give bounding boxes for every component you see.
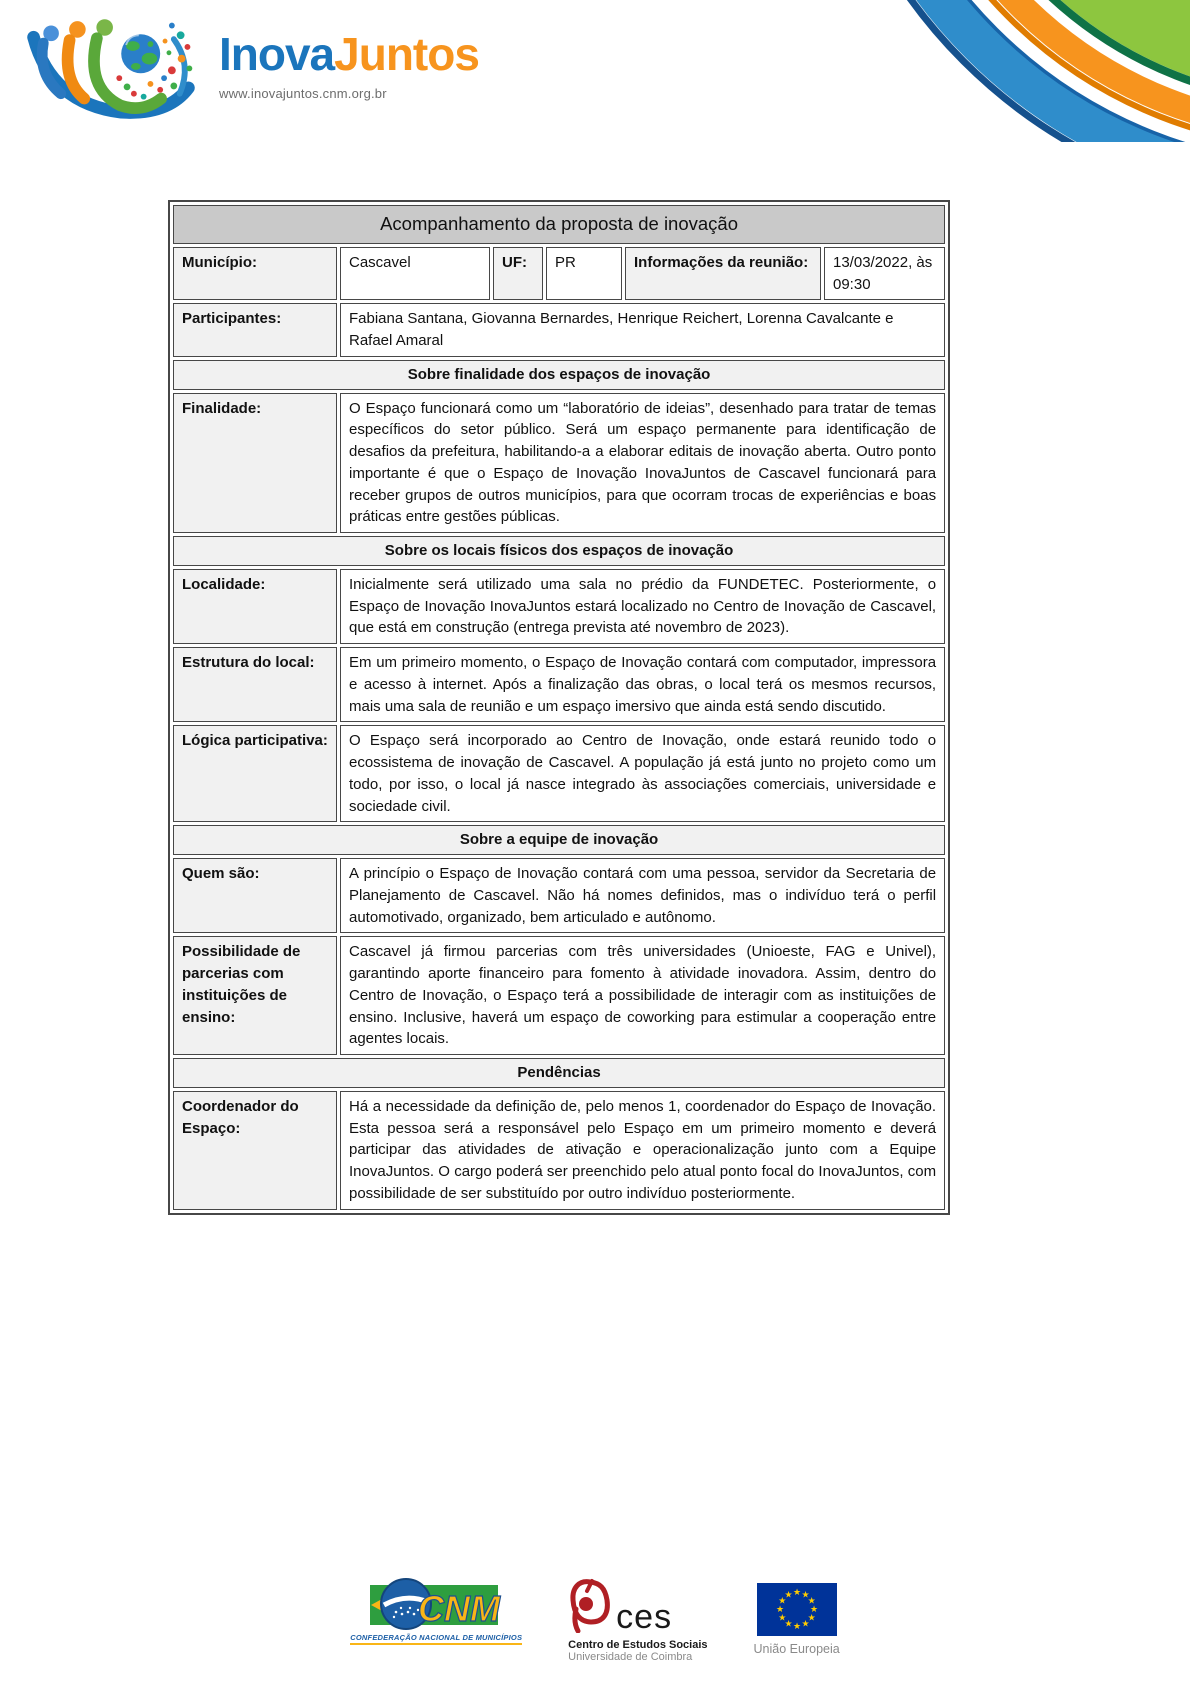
svg-text:★: ★ xyxy=(807,1613,816,1624)
inovajuntos-logo-icon xyxy=(25,8,197,120)
parcerias-label: Possibilidade de parcerias com instituições de ensino: xyxy=(173,936,337,1055)
estrutura-label: Estrutura do local: xyxy=(173,647,337,722)
section-row xyxy=(173,536,945,566)
municipio-value: Cascavel xyxy=(340,247,490,301)
field-row xyxy=(173,569,945,644)
quemsao-value: A princípio o Espaço de Inovação contará com uma pessoa, servidor da Secretaria de Planejamento de Cascavel. Não há nomes definidos, mas o indivíduo terá o perfil automotivado, organizado, bem articulado e autônomo. xyxy=(340,858,945,933)
participantes-row xyxy=(173,303,945,357)
svg-text:CNM: CNM xyxy=(418,1588,501,1629)
uf-value: PR xyxy=(546,247,622,301)
participantes-value: Fabiana Santana, Giovanna Bernardes, Henrique Reichert, Lorenna Cavalcante e Rafael Amaral xyxy=(340,303,945,357)
coordenador-value: Há a necessidade da definição de, pelo menos 1, coordenador do Espaço de Inovação. Esta pessoa será a responsável pelo Espaço em um primeiro momento e deverá participar das atividades de ativação e operacionalização junto com a Equipe InovaJuntos. O cargo poderá ser preenchido pelo atual ponto focal do InovaJuntos, com possibilidade de ser substituído por outro indivíduo posteriormente. xyxy=(340,1091,945,1210)
municipio-label: Município: xyxy=(173,247,337,301)
section-row xyxy=(173,825,945,855)
ces-line1: Centro de Estudos Sociais xyxy=(568,1639,708,1651)
inovajuntos-logo xyxy=(25,8,479,120)
svg-text:★: ★ xyxy=(801,1590,810,1601)
brand-inova: Inova xyxy=(219,28,335,80)
localidade-value: Inicialmente será utilizado uma sala no prédio da FUNDETEC. Posteriormente, o Espaço de Inovação InovaJuntos estará localizado no Centro de Inovação de Cascavel, que está em construção (entrega prevista até novembro de 2023). xyxy=(340,569,945,644)
field-row xyxy=(173,936,945,1055)
cnm-logo xyxy=(350,1577,522,1645)
participantes-label: Participantes: xyxy=(173,303,337,357)
ces-logo-icon xyxy=(568,1577,612,1633)
coordenador-label: Coordenador do Espaço: xyxy=(173,1091,337,1210)
svg-text:★: ★ xyxy=(792,1622,801,1632)
title-row xyxy=(173,205,945,244)
field-row xyxy=(173,647,945,722)
localidade-label: Localidade: xyxy=(173,569,337,644)
uf-label: UF: xyxy=(493,247,543,301)
field-row xyxy=(173,1091,945,1210)
logica-value: O Espaço será incorporado ao Centro de Inovação, onde estará reunido todo o ecossistema de inovação de Cascavel. A população já está junto no projeto como um todo, por isso, o local já nasce integrado às associações comerciais, universidade e sociedade civil. xyxy=(340,725,945,822)
svg-text:★: ★ xyxy=(807,1596,816,1607)
brand-url: www.inovajuntos.cnm.org.br xyxy=(219,86,387,102)
section-row xyxy=(173,360,945,390)
quemsao-label: Quem são: xyxy=(173,858,337,933)
ces-line2: Universidade de Coimbra xyxy=(568,1651,693,1663)
brand-name xyxy=(219,30,479,78)
corner-swoosh-icon xyxy=(845,0,1190,142)
section-row xyxy=(173,1058,945,1088)
section-heading-pendencias: Pendências xyxy=(173,1058,945,1088)
proposal-table xyxy=(168,200,950,1215)
svg-text:★: ★ xyxy=(801,1619,810,1630)
info-row xyxy=(173,247,945,301)
ces-logo xyxy=(568,1577,707,1663)
field-row xyxy=(173,858,945,933)
svg-text:★: ★ xyxy=(792,1588,801,1598)
logica-label: Lógica participativa: xyxy=(173,725,337,822)
reuniao-label: Informações da reunião: xyxy=(625,247,821,301)
section-heading-equipe: Sobre a equipe de inovação xyxy=(173,825,945,855)
eu-logo xyxy=(754,1583,840,1656)
svg-text:★: ★ xyxy=(784,1619,793,1630)
svg-text:★: ★ xyxy=(784,1590,793,1601)
svg-text:★: ★ xyxy=(777,1613,786,1624)
field-row xyxy=(173,393,945,534)
cnm-logo-icon xyxy=(358,1577,514,1631)
footer-logos xyxy=(0,1577,1190,1663)
finalidade-label: Finalidade: xyxy=(173,393,337,534)
svg-text:★: ★ xyxy=(809,1605,818,1615)
ces-acronym: ces xyxy=(616,1598,673,1637)
brand-juntos: Juntos xyxy=(334,28,479,80)
reuniao-value: 13/03/2022, às 09:30 xyxy=(824,247,945,301)
form-title: Acompanhamento da proposta de inovação xyxy=(173,205,945,244)
estrutura-value: Em um primeiro momento, o Espaço de Inovação contará com computador, impressora e acesso à internet. Após a finalização das obras, o local terá os mesmos recursos, mais uma sala de reunião e um espaço imersivo que ainda está sendo discutido. xyxy=(340,647,945,722)
svg-text:★: ★ xyxy=(775,1605,784,1615)
svg-text:★: ★ xyxy=(777,1596,786,1607)
brand-text xyxy=(219,30,479,101)
finalidade-value: O Espaço funcionará como um “laboratório de ideias”, desenhado para tratar de temas específicos do setor público. Será um espaço permanente para identificação de desafios da prefeitura, habilitando-a a elaborar editais de inovação aberta. Outro ponto importante é que o Espaço de Inovação InovaJuntos de Cascavel funcionará para receber grupos de outros municípios, para que ocorram trocas de experiências e boas práticas entre gestões públicas. xyxy=(340,393,945,534)
parcerias-value: Cascavel já firmou parcerias com três universidades (Unioeste, FAG e Univel), garantindo aporte financeiro para fomento à atividade inovadora. Assim, dentro do Centro de Inovação, o Espaço terá a possibilidade de interagir com as instituições de ensino. Inclusive, haverá um espaço de coworking para estimular a cooperação entre agentes locais. xyxy=(340,936,945,1055)
eu-flag-icon xyxy=(757,1583,837,1636)
cnm-caption: CONFEDERAÇÃO NACIONAL DE MUNICÍPIOS xyxy=(350,1633,522,1645)
eu-caption: União Europeia xyxy=(753,1642,840,1656)
field-row xyxy=(173,725,945,822)
section-heading-locais: Sobre os locais físicos dos espaços de inovação xyxy=(173,536,945,566)
section-heading-finalidade: Sobre finalidade dos espaços de inovação xyxy=(173,360,945,390)
